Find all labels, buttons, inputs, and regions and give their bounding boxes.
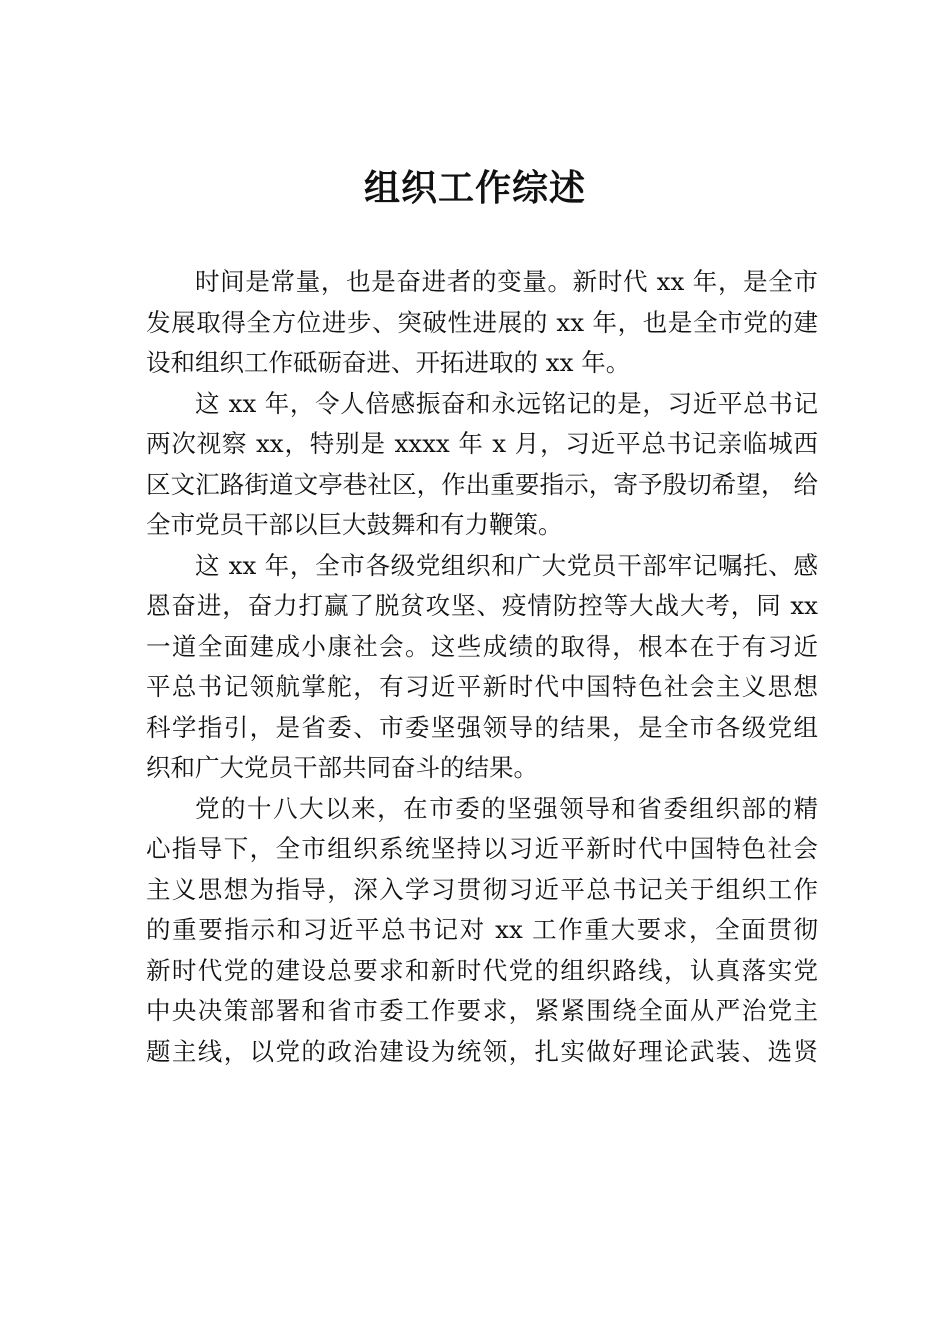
text-line: 平总书记领航掌舵，有习近平新时代中国特色社会主义思想 — [146, 672, 818, 701]
document-body — [146, 262, 818, 1072]
text-line: 科学指引，是省委、市委坚强领导的结果，是全市各级党组 — [146, 712, 818, 742]
text-line: 时间是常量，也是奋进者的变量。新时代 xx 年，是全市 — [195, 267, 818, 296]
paragraph — [146, 384, 818, 546]
text-line: 两次视察 xx，特别是 xxxx 年 x 月，习近平总书记亲临城西 — [146, 429, 818, 458]
text-line: 主义思想为指导，深入学习贯彻习近平总书记关于组织工作 — [146, 874, 818, 904]
text-line: 新时代党的建设总要求和新时代党的组织路线，认真落实党 — [146, 955, 818, 985]
text-line: 全市党员干部以巨大鼓舞和有力鞭策。 — [146, 510, 563, 539]
text-line: 一道全面建成小康社会。这些成绩的取得，根本在于有习近 — [146, 631, 818, 661]
paragraph — [146, 789, 818, 1073]
text-line: 发展取得全方位进步、突破性进展的 xx 年，也是全市党的建 — [146, 307, 818, 337]
text-line: 恩奋进，奋力打赢了脱贫攻坚、疫情防控等大战大考，同 xx — [146, 591, 818, 620]
text-line: 党的十八大以来，在市委的坚强领导和省委组织部的精 — [195, 793, 818, 823]
document-title: 组织工作综述 — [363, 167, 586, 209]
text-line: 题主线，以党的政治建设为统领，扎实做好理论武装、选贤 — [146, 1036, 818, 1066]
text-line: 的重要指示和习近平总书记对 xx 工作重大要求，全面贯彻 — [146, 915, 818, 944]
paragraph — [146, 262, 818, 384]
text-line: 心指导下，全市组织系统坚持以习近平新时代中国特色社会 — [146, 834, 818, 863]
text-line: 这 xx 年，令人倍感振奋和永远铭记的是，习近平总书记 — [195, 388, 818, 418]
paragraph — [146, 546, 818, 789]
text-line: 这 xx 年，全市各级党组织和广大党员干部牢记嘱托、感 — [195, 550, 818, 580]
text-line: 织和广大党员干部共同奋斗的结果。 — [146, 753, 538, 782]
text-line: 中央决策部署和省市委工作要求，紧紧围绕全面从严治党主 — [146, 996, 818, 1025]
text-line: 设和组织工作砥砺奋进、开拓进取的 xx 年。 — [146, 348, 631, 377]
text-line: 区文汇路街道文亭巷社区，作出重要指示，寄予殷切希望， 给 — [146, 469, 818, 499]
